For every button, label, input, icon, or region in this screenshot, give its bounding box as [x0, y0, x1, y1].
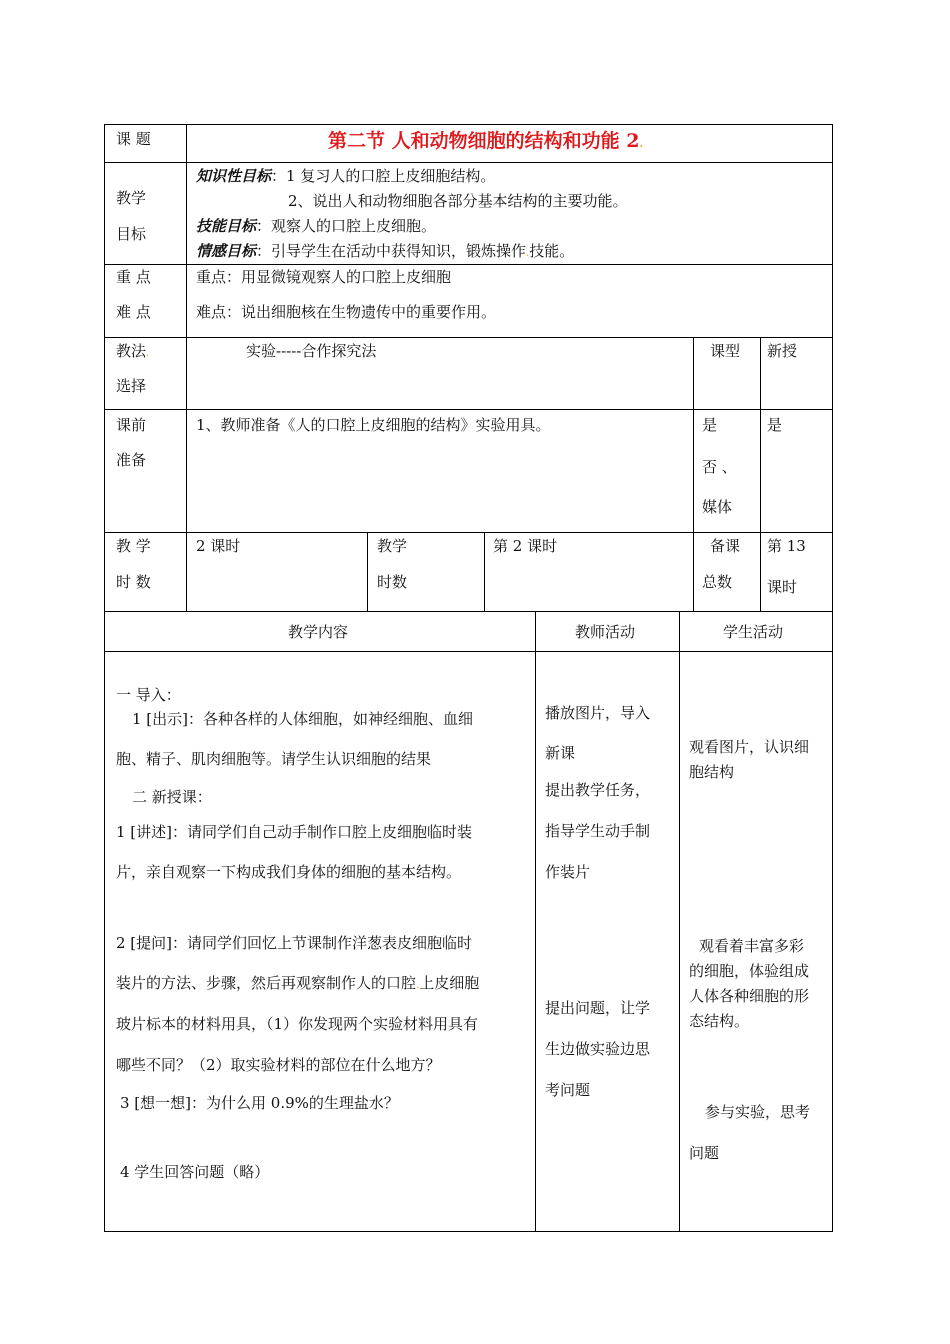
- method-label-2: 选择: [116, 377, 147, 395]
- type-label: 课型: [710, 342, 741, 360]
- prep-label-1: 课前: [116, 416, 147, 434]
- student-line: 态结构。: [689, 1012, 750, 1030]
- rule: [832, 124, 833, 1232]
- rule: [760, 337, 761, 611]
- content-line: 哪些不同？（2）取实验材料的部位在什么地方？: [116, 1056, 441, 1074]
- hours2-value: 第 2 课时: [493, 537, 558, 555]
- student-line: 问题: [689, 1144, 720, 1162]
- student-line: 参与实验，思考: [705, 1103, 811, 1121]
- student-line: 观看图片，认识细: [689, 738, 810, 756]
- hours-value: 2 课时: [196, 537, 241, 555]
- content-line: 片，亲自观察一下构成我们身体的细胞的基本结构。: [116, 863, 462, 881]
- rule: [104, 611, 833, 612]
- type-value: 新授: [767, 342, 798, 360]
- rule: [104, 651, 833, 652]
- content-line: 2 [提问]：请同学们回忆上节课制作洋葱表皮细胞临时: [116, 934, 473, 952]
- media-value: 是: [767, 416, 783, 434]
- difficult-point: 难点：说出细胞核在生物遗传中的重要作用。: [196, 303, 497, 321]
- teacher-line: 新课: [545, 744, 576, 762]
- content-line: 1 [讲述]：请同学们自己动手制作口腔上皮细胞临时装: [116, 823, 473, 841]
- teacher-line: 作装片: [545, 863, 591, 881]
- teacher-line: 生边做实验边思: [545, 1040, 651, 1058]
- hours-label-2: 时 数: [116, 573, 151, 591]
- content-line: 玻片标本的材料用具，（1）你发现两个实验材料用具有: [116, 1015, 479, 1033]
- content-line: 装片的方法、步骤，然后再观察制作人的口腔.上皮细胞: [116, 974, 480, 992]
- knowledge-goal: 知识性目标：1 复习人的口腔上皮细胞结构。: [196, 167, 496, 185]
- teacher-line: 考问题: [545, 1081, 591, 1099]
- teacher-line: 提出教学任务，: [545, 781, 651, 799]
- rule: [104, 162, 833, 163]
- prep-label-2: 准备: [116, 451, 147, 469]
- content-line: 胞、精子、肌肉细胞等。请学生认识细胞的结果: [116, 750, 432, 768]
- media-label-1: 是: [702, 416, 718, 434]
- total-value-2: 课时: [767, 578, 798, 596]
- student-line: 人体各种细胞的形: [689, 987, 810, 1005]
- prep-text: 1、教师准备《人的口腔上皮细胞的结构》实验用具。: [196, 416, 551, 434]
- total-label-2: 总数: [702, 573, 733, 591]
- rule: [693, 532, 694, 611]
- media-label-2: 否 、: [702, 458, 737, 476]
- goals-label-1: 教学: [116, 189, 147, 207]
- rule: [104, 1231, 833, 1232]
- student-line: 胞结构: [689, 763, 735, 781]
- emotion-goal: 情感目标：引导学生在活动中获得知识，锻炼操作.技能。: [196, 242, 575, 260]
- knowledge-goal-2: 2、说出人和动物细胞各部分基本结构的主要功能。: [288, 192, 628, 210]
- rule: [104, 532, 833, 533]
- col-teacher-header: 教师活动: [575, 623, 636, 641]
- method-text: 实验-----合作探究法: [246, 342, 377, 360]
- col-content-header: 教学内容: [288, 623, 349, 641]
- goals-label-2: 目标: [116, 225, 147, 243]
- rule: [367, 532, 368, 611]
- skill-goal: 技能目标：观察人的口腔上皮细胞。: [196, 217, 437, 235]
- total-label-1: 备课: [710, 537, 741, 555]
- method-label-1: 教法.: [116, 342, 150, 360]
- student-line: 观看着丰富多彩: [699, 937, 805, 955]
- col-student-header: 学生活动: [723, 623, 784, 641]
- content-line: 二 新授课：: [132, 788, 212, 806]
- rule: [104, 337, 833, 338]
- media-label-3: 媒体: [702, 498, 733, 516]
- difficult-label: 难 点: [116, 303, 151, 321]
- rule: [104, 409, 833, 410]
- total-value-1: 第 13: [767, 537, 806, 555]
- rule: [186, 124, 187, 611]
- rule: [484, 532, 485, 611]
- content-line: 4 学生回答问题（略）: [120, 1163, 270, 1181]
- content-line: 1 [出示]：各种各样的人体细胞，如神经细胞、血细: [132, 710, 474, 728]
- teacher-line: 指导学生动手制: [545, 822, 651, 840]
- content-line: 一 导入：: [116, 686, 181, 704]
- teacher-line: 播放图片，导入: [545, 704, 651, 722]
- key-point: 重点：用显微镜观察人的口腔上皮细胞: [196, 268, 452, 286]
- rule: [535, 611, 536, 1232]
- dot-mark: .: [639, 139, 643, 150]
- page-title: 第二节 人和动物细胞的结构和功能 2.: [328, 130, 643, 152]
- hours-label-1: 教 学: [116, 537, 151, 555]
- rule: [104, 124, 105, 1232]
- hours2-label-1: 教学: [377, 537, 408, 555]
- key-label: 重 点: [116, 268, 151, 286]
- rule: [693, 337, 694, 532]
- content-line: 3 [想一想]：为什么用 0.9%的生理盐水？: [120, 1094, 399, 1112]
- rule: [104, 264, 833, 265]
- student-line: 的细胞，体验组成: [689, 962, 810, 980]
- rule: [104, 124, 833, 125]
- topic-label: 课 题: [116, 130, 151, 148]
- teacher-line: 提出问题，让学: [545, 999, 651, 1017]
- hours2-label-2: 时数: [377, 573, 408, 591]
- rule: [679, 611, 680, 1232]
